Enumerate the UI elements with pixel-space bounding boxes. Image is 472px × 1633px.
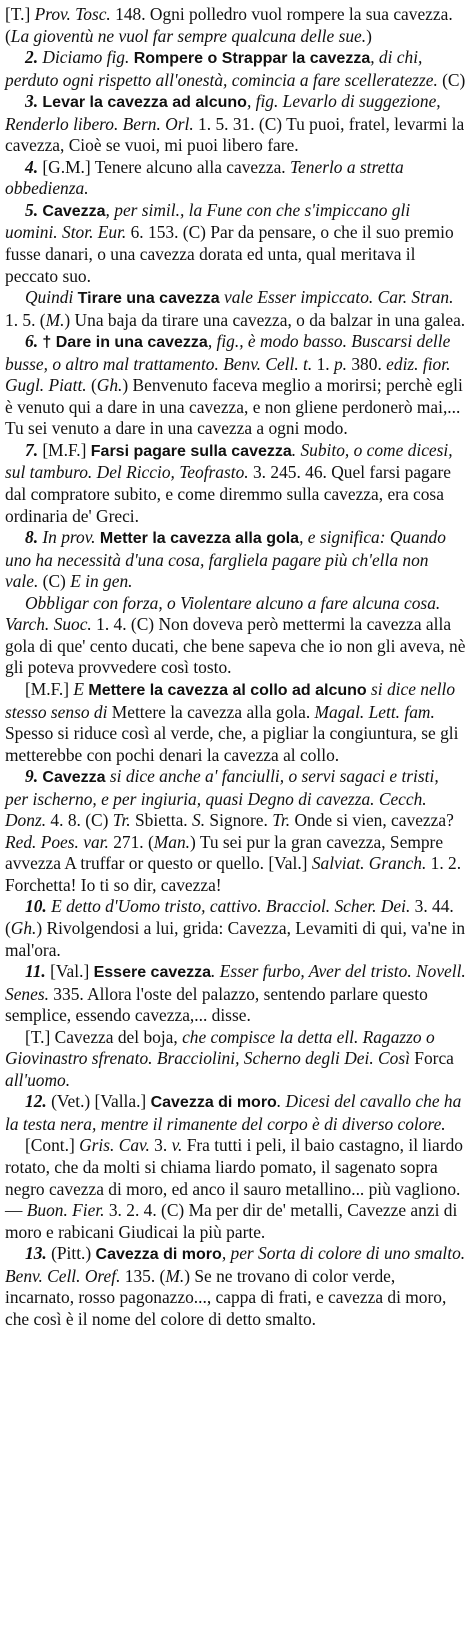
entry-text: 3. 44. ( (5, 896, 454, 938)
entry-text: E in gen. (70, 571, 133, 592)
entry-text: , fig., è modo basso. Buscarsi delle busse, o altro mal trattamento. Benv. Cell. t. (5, 331, 451, 374)
entry-text: , di chi, perduto ogni rispetto all'onestà, comincia a fare scelleratezze. (5, 47, 438, 90)
headword: Cavezza (42, 202, 106, 220)
entry-text: 271. ( (108, 831, 154, 852)
entry-text: Tenerlo a stretta obbedienza. (5, 156, 404, 199)
entry-text: . Subito, o come dicesi, sul tamburo. Del Riccio, Teofrasto. (5, 439, 453, 483)
entry-text: Tr. (272, 810, 291, 831)
entry-text: 135. ( (120, 1265, 166, 1286)
entry-text: 4. 8. (C) (46, 810, 113, 831)
entry-text: ) Una baja da tirare una cavezza, o da balzar in una galea. (64, 309, 466, 330)
entry-text: 1. 4. (C) Non doveva però mettermi la cavezza alla gola di que' cento ducati, che bene sapeva che io non gli aveva, nè gli poteva provvedere così tosto. (5, 614, 466, 678)
entry-text: In prov. (42, 527, 100, 548)
entry-text: Prov. Tosc. (34, 4, 111, 24)
sense-number: 6. (25, 331, 43, 352)
entry-text: Man. (153, 831, 190, 852)
entry-text: Salviat. Granch. (311, 853, 427, 874)
entry-text: ) (366, 25, 372, 46)
headword: Metter la cavezza alla gola (99, 530, 300, 548)
entry-text: ) Benvenuto faceva meglio a morirsi; perchè egli è venuto qui a dare in una cavezza, e non gliene perdonerò mai,... Tu sei venuto a dare in una cavezza a ogni modo. (5, 375, 463, 439)
entry-text: si dice anche a' fanciulli, o servi sagaci e tristi, per ischerno, e per ingiuria, quasi Degno di cavezza. Cecch. Donz. (5, 766, 439, 831)
entry-text: Tr. (112, 810, 131, 831)
entry-text: E detto d'Uomo tristo, cattivo. Bracciol. Scher. Dei. (51, 896, 411, 917)
entry-text: ( (86, 375, 97, 396)
entry-text: Gris. Cav. (79, 1135, 150, 1156)
entry-text: Magal. Lett. fam. (314, 701, 435, 722)
entry-text: . Dicesi del cavallo che ha la testa nera, mentre il rimanente del corpo è di diverso colore. (5, 1091, 462, 1134)
entry-text: Spesso si riduce così al verde, che, a pigliar la congiuntura, se gli metterebbe con pochi denari la cavezza al collo. (5, 723, 459, 765)
headword: Mettere la cavezza al collo ad alcuno (88, 681, 367, 699)
entry-text: ) Se ne trovano di color verde, incarnato, rosso pagonazzo..., cappa di frati, e cavezza di moro, che così è il nome del colore di detto smalto. (5, 1265, 447, 1329)
entry-text: Red. Poes. var. (5, 831, 109, 852)
headword: Farsi pagare sulla cavezza (90, 442, 292, 460)
dictionary-entry (5, 679, 466, 766)
dictionary-entry (5, 961, 466, 1027)
entry-text: 6. 153. (C) Par da pensare, o che il suo premio fusse danari, o una cavezza dorata ed unta, qual meritava il peccato suo. (5, 222, 454, 286)
entry-text: , per simil., la Fune con che s'impiccano gli uomini. Stor. Eur. (5, 199, 411, 243)
entry-text: 3. (149, 1135, 172, 1156)
entry-text: , per Sorta di colore di uno smalto. Benv. Cell. Oref. (5, 1243, 466, 1286)
entry-text: (Pitt.) (51, 1243, 96, 1264)
headword: Cavezza (42, 769, 106, 787)
entry-text: Onde si vien, cavezza? (290, 810, 454, 831)
entry-text: Gh. (10, 917, 37, 938)
entry-text: 3. 245. 46. Quel farsi pagare dal compratore subito, e come diremmo sulla cavezza, era cosa ordinaria de' Greci. (5, 462, 451, 526)
headword: Cavezza di moro (150, 1094, 277, 1112)
entry-text: 1. 2. Forchetta! Io ti so dir, cavezza! (5, 853, 462, 895)
entry-text: E (73, 678, 89, 699)
sense-number: 3. (25, 91, 43, 112)
entry-text: [M.F.] (25, 678, 74, 699)
entry-text: , fig. Levarlo di suggezione, Renderlo libero. Bern. Orl. (5, 91, 441, 134)
entry-text: ) Rivolgendosi a lui, grida: Cavezza, Levamiti di qui, va'ne in mal'ora. (5, 917, 466, 960)
entry-text: Signore. (205, 810, 273, 831)
sense-number: 5. (25, 199, 43, 220)
dictionary-entry (5, 91, 466, 157)
dictionary-entry (5, 200, 466, 287)
dictionary-entry (5, 593, 466, 679)
entry-text: ) Tu sei pur la gran cavezza, Sempre avvezza A truffar or questo or quello. [Val.] (5, 831, 444, 874)
entry-text: che compisce la detta ell. Ragazzo o Giovinastro sfrenato. Bracciolini, Scherno degli Dei. Così (5, 1026, 435, 1069)
entry-text: M. (165, 1265, 185, 1286)
entry-text: 1. (312, 353, 334, 374)
sense-number: 8. (25, 527, 43, 548)
dictionary-entry (5, 4, 466, 47)
entry-text: 380. (347, 353, 387, 374)
entry-text: Forca (409, 1048, 454, 1069)
sense-number: 7. (25, 439, 43, 460)
dictionary-entry (5, 440, 466, 527)
entry-text: Buon. Fier. (26, 1200, 105, 1221)
entry-text: Gh. (96, 375, 123, 396)
sense-number: 11. (25, 961, 51, 982)
entry-text: si dice nello stesso senso di (5, 678, 456, 722)
entry-text: 3. 2. 4. (C) Ma per dir de' metalli, Cavezze anzi di moro e rabicani Giudicai la più parte. (5, 1200, 458, 1242)
entry-text: S. (192, 810, 206, 831)
entry-text: 148. Ogni polledro vuol rompere la sua cavezza. ( (5, 4, 453, 46)
dictionary-entry (5, 157, 466, 200)
entry-text: [T.] (5, 4, 35, 24)
dictionary-entry (5, 1027, 466, 1092)
entry-text: La gioventù ne vuol far sempre qualcuna delle sue. (10, 25, 367, 46)
dictionary-entry (5, 47, 466, 91)
entry-text: 335. Allora l'oste del palazzo, sentendo parlare questo semplice, essendo cavezza,... disse. (5, 983, 428, 1026)
entry-text: all'uomo. (5, 1069, 71, 1090)
dictionary-entry (5, 287, 466, 331)
headword: Essere cavezza (93, 964, 212, 982)
dictionary-entry (5, 1243, 466, 1330)
entry-text: Sbietta. (130, 810, 192, 831)
dictionary-entry (5, 1091, 466, 1135)
entry-text: [G.M.] Tenere alcuno alla cavezza. (42, 156, 290, 177)
entry-text: 1. 5. ( (5, 309, 46, 330)
sense-number: 9. (25, 766, 43, 787)
entry-text: [Cont.] (25, 1135, 80, 1156)
entry-text: 1. 5. 31. (C) Tu puoi, fratel, levarmi la cavezza, Cioè se vuoi, mi puoi libero fare. (5, 113, 465, 156)
entry-text: (Vet.) [Valla.] (51, 1091, 151, 1112)
entry-text: Mettere la cavezza alla gola. (107, 701, 315, 722)
entry-text: p. (333, 353, 348, 374)
headword: Levar la cavezza ad alcuno (42, 94, 247, 112)
entry-text: v. (171, 1135, 183, 1156)
sense-number: 13. (25, 1243, 52, 1264)
sense-number: 12. (25, 1091, 52, 1112)
sense-number: 10. (25, 896, 52, 917)
dictionary-entry (5, 1135, 466, 1243)
entry-text: Obbligar con forza, o Violentare alcuno a fare alcuna cosa. Varch. Suoc. (5, 592, 441, 635)
entry-text: ediz. fior. Gugl. Piatt. (5, 353, 451, 396)
entry-text: vale Esser impiccato. Car. Stran. (219, 287, 454, 308)
entry-text: M. (45, 309, 65, 330)
entry-text: . Esser furbo, Aver del tristo. Novell. Senes. (5, 961, 466, 1004)
entry-text: [Val.] (50, 961, 94, 982)
headword: Cavezza di moro (95, 1246, 222, 1264)
entry-text: Fra tutti i peli, il baio castagno, il liardo rotato, che da molti si chiama liardo pomato, il sagenato sopra negro cavezza di moro, ed anco il sauro metallino... più vagliono. — (5, 1135, 463, 1221)
sense-number: 4. (25, 156, 43, 177)
entry-text: , e significa: Quando uno ha necessità d'una cosa, fargliela pagare più ch'ella non vale. (5, 527, 446, 592)
entry-text: Diciamo fig. (42, 47, 134, 68)
entry-text: (C) (38, 571, 71, 592)
entry-text: (C) (437, 69, 466, 90)
sense-number: 2. (25, 47, 43, 68)
entry-text: Quindi (25, 287, 78, 308)
entry-text: [M.F.] (42, 439, 91, 460)
headword: Tirare una cavezza (77, 290, 220, 308)
headword: † Dare in una cavezza (42, 334, 208, 352)
headword: Rompere o Strappar la cavezza (133, 50, 371, 68)
dictionary-entry (5, 331, 466, 440)
entry-text: [T.] Cavezza del boja, (25, 1026, 183, 1047)
dictionary-entry (5, 896, 466, 961)
dictionary-entry (5, 527, 466, 593)
dictionary-entry (5, 766, 466, 896)
